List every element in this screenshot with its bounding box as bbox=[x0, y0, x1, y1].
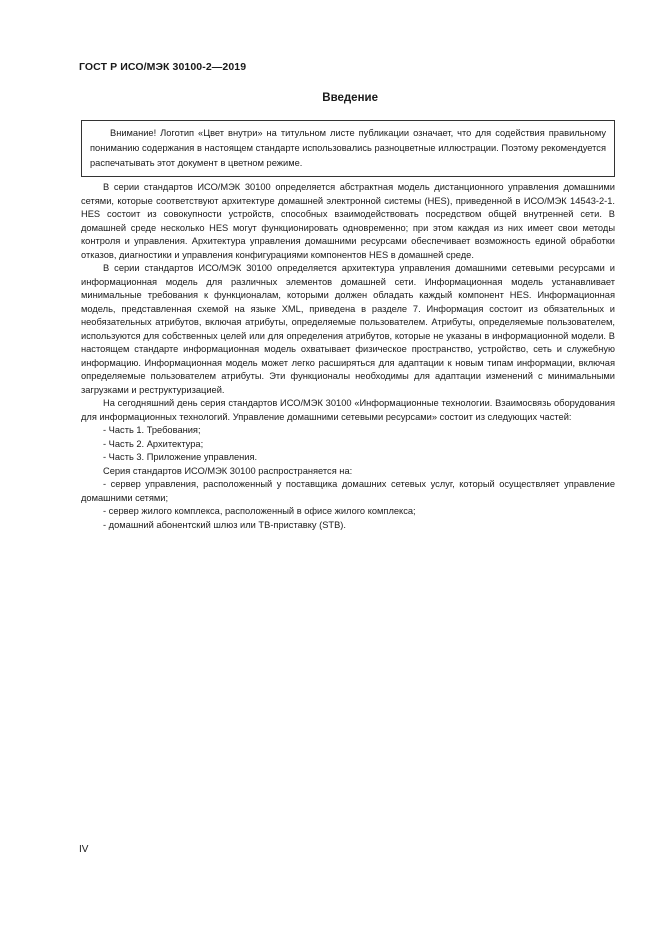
color-notice-box bbox=[81, 120, 615, 177]
standard-designation: ГОСТ Р ИСО/МЭК 30100-2—2019 bbox=[79, 61, 247, 73]
paragraph-information-model: В серии стандартов ИСО/МЭК 30100 определяется архитектура управления домашними сетевыми ресурсами и информационная модель для различных элементов домашней сети. Информационная модель устанавливает минимальные требования к функционалам, которыми должен обладать каждый компонент HES. Информационная модель, представленная схемой на языке XML, приведена в разделе 7. Информация состоит из обязательных и необязательных атрибутов, включая атрибуты, определяемые пользователем. Атрибуты, определяемые пользователем, используются для собственных целей или для определения атрибутов, которые не указаны в информационной модели. В настоящем стандарте информационная модель охватывает физическое пространство, устройство, сеть и служебную информацию. Информационная модель может легко расширяться для адаптации к новым типам информации, включая определяемые пользователем атрибуты. Эти функционалы необходимы для адаптации изменений с минимальными загрузками и реструктуризацией. bbox=[81, 263, 615, 395]
list-item-part-1: - Часть 1. Требования; bbox=[103, 425, 201, 435]
list-item-part-3: - Часть 3. Приложение управления. bbox=[103, 452, 258, 462]
paragraph-scope-intro: Серия стандартов ИСО/МЭК 30100 распространяется на: bbox=[103, 465, 353, 476]
list-item-complex-server: - сервер жилого комплекса, расположенный в офисе жилого комплекса; bbox=[103, 506, 416, 516]
list-item-management-server: - сервер управления, расположенный у поставщика домашних сетевых услуг, который осуществляет управление домашними сетями; bbox=[81, 479, 615, 503]
color-notice-text: Внимание! Логотип «Цвет внутри» на титульном листе публикации означает, что для содействия правильному пониманию содержания в настоящем стандарте использовались разноцветные иллюстрации. Поэтому рекомендуется распечатывать этот документ в цветном режиме. bbox=[90, 128, 606, 168]
paragraph-abstract-model: В серии стандартов ИСО/МЭК 30100 определяется абстрактная модель дистанционного управления домашними сетями, которые соответствуют архитектуре домашней электронной системы (HES), приведенной в ИСО/МЭК 14543-2-1. HES состоит из совокупности устройств, способных взаимодействовать посредством общей внутренней сети. В домашней среде несколько HES могут функционировать одновременно; при этом каждая из них имеет свои методы контроля и управления. Архитектура управления домашними ресурсами обеспечивает возможность единой обработки отказов, диагностики и управления конфигурациями компонентов HES в домашней среде. bbox=[81, 182, 615, 260]
list-item-part-2: - Часть 2. Архитектура; bbox=[103, 438, 204, 449]
introduction-body bbox=[81, 181, 615, 532]
paragraph-series-parts: На сегодняшний день серия стандартов ИСО/МЭК 30100 «Информационные технологии. Взаимосвязь оборудования для информационных технологий. Управление домашними сетевыми ресурсами» состоит из следующих частей: bbox=[81, 398, 615, 422]
list-item-home-gateway: - домашний абонентский шлюз или ТВ-приставку (STB). bbox=[103, 519, 346, 530]
section-title: Введение bbox=[322, 92, 378, 104]
page-number: IV bbox=[79, 844, 89, 855]
